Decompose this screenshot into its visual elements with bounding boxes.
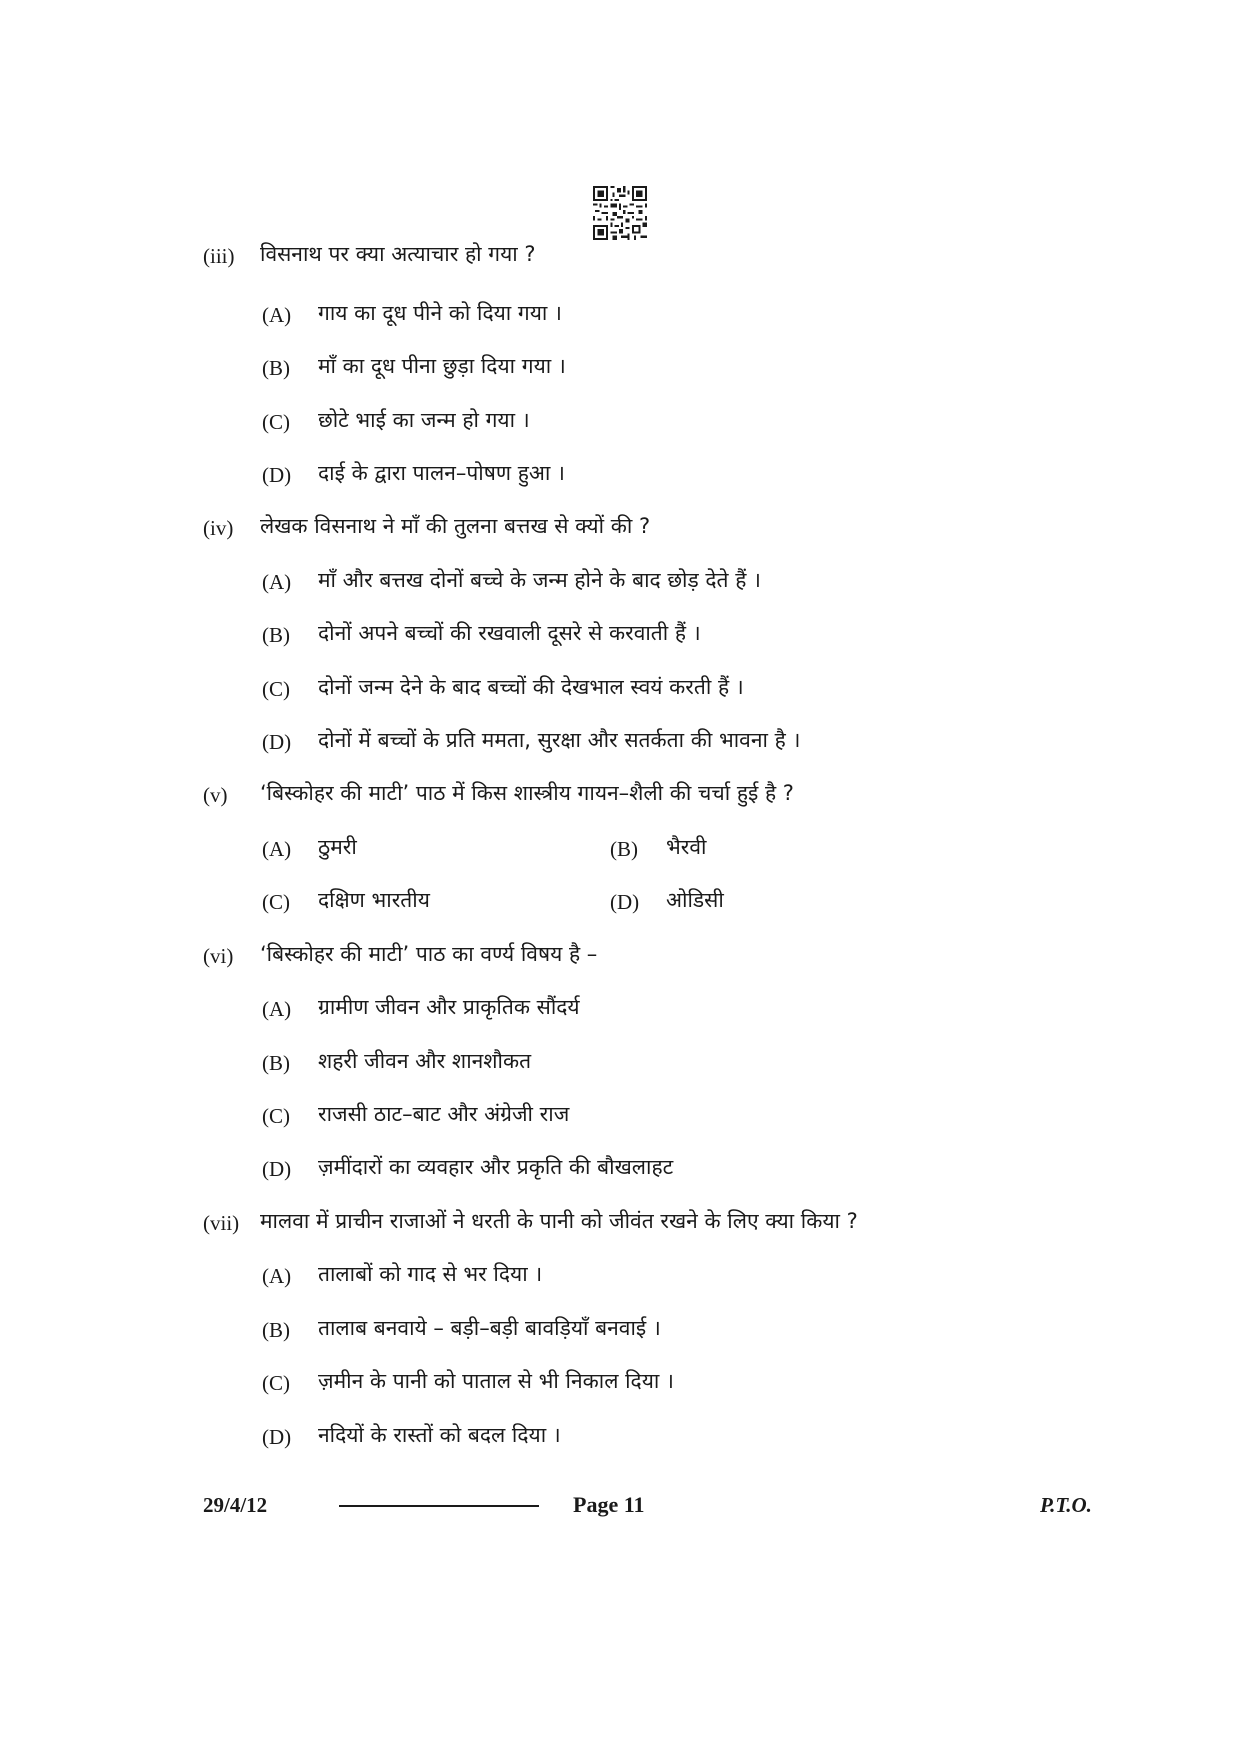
option-text: छोटे भाई का जन्म हो गया । <box>318 408 530 432</box>
question-number: (vi) <box>203 944 234 968</box>
please-turn-over: P.T.O. <box>1040 1493 1092 1517</box>
option-text: ओडिसी <box>666 888 724 912</box>
question-text: ‘बिस्कोहर की माटी’ पाठ में किस शास्त्रीय गायन–शैली की चर्चा हुई है ? <box>260 781 794 805</box>
question-number: (iii) <box>203 244 235 268</box>
option-text: ज़मींदारों का व्यवहार और प्रकृति की बौखलाहट <box>318 1155 674 1179</box>
question-text: लेखक विसनाथ ने माँ की तुलना बत्तख से क्यों की ? <box>260 514 651 538</box>
question-number: (iv) <box>203 516 234 540</box>
option-text: राजसी ठाट–बाट और अंग्रेजी राज <box>318 1102 570 1126</box>
page-number: Page 11 <box>573 1492 645 1517</box>
option-text: माँ का दूध पीना छुड़ा दिया गया । <box>318 354 566 378</box>
option-text: भैरवी <box>666 835 707 859</box>
question-text: ‘बिस्कोहर की माटी’ पाठ का वर्ण्य विषय है – <box>260 942 598 966</box>
option-text: दाई के द्वारा पालन–पोषण हुआ । <box>318 461 565 485</box>
option-label: (B) <box>262 1318 290 1342</box>
option-text: ग्रामीण जीवन और प्राकृतिक सौंदर्य <box>318 995 580 1019</box>
option-label: (A) <box>262 997 292 1021</box>
option-label: (C) <box>262 1104 290 1128</box>
option-label: (A) <box>262 303 292 327</box>
question-text: विसनाथ पर क्या अत्याचार हो गया ? <box>260 242 536 266</box>
option-label: (A) <box>262 1264 292 1288</box>
option-label: (B) <box>262 1051 290 1075</box>
option-label: (C) <box>262 1371 290 1395</box>
qr-code-icon <box>593 186 647 240</box>
option-text: तालाबों को गाद से भर दिया । <box>318 1262 543 1286</box>
option-text: ठुमरी <box>318 835 357 859</box>
option-label: (A) <box>262 837 292 861</box>
option-label: (D) <box>262 1157 292 1181</box>
option-text: ज़मीन के पानी को पाताल से भी निकाल दिया । <box>318 1369 674 1393</box>
option-label: (D) <box>262 463 292 487</box>
option-text: नदियों के रास्तों को बदल दिया । <box>318 1423 561 1447</box>
option-label: (B) <box>610 837 638 861</box>
option-text: गाय का दूध पीने को दिया गया । <box>318 301 563 325</box>
option-text: तालाब बनवाये – बड़ी–बड़ी बावड़ियाँ बनवाई । <box>318 1316 661 1340</box>
option-label: (C) <box>262 890 290 914</box>
question-number: (vii) <box>203 1211 240 1235</box>
option-label: (D) <box>262 730 292 754</box>
option-text: दोनों जन्म देने के बाद बच्चों की देखभाल स्वयं करती हैं । <box>318 675 744 699</box>
paper-code: 29/4/12 <box>203 1493 268 1517</box>
option-text: माँ और बत्तख दोनों बच्चे के जन्म होने के बाद छोड़ देते हैं । <box>318 568 761 592</box>
option-text: दोनों अपने बच्चों की रखवाली दूसरे से करवाती हैं । <box>318 621 701 645</box>
option-text: दोनों में बच्चों के प्रति ममता, सुरक्षा और सतर्कता की भावना है । <box>318 728 801 752</box>
option-label: (A) <box>262 570 292 594</box>
option-label: (B) <box>262 356 290 380</box>
option-label: (D) <box>262 1425 292 1449</box>
option-label: (C) <box>262 410 290 434</box>
option-label: (D) <box>610 890 640 914</box>
question-number: (v) <box>203 783 228 807</box>
option-text: दक्षिण भारतीय <box>318 888 430 912</box>
option-label: (B) <box>262 623 290 647</box>
option-label: (C) <box>262 677 290 701</box>
footer-divider <box>339 1505 539 1507</box>
option-text: शहरी जीवन और शानशौकत <box>318 1049 532 1073</box>
question-text: मालवा में प्राचीन राजाओं ने धरती के पानी को जीवंत रखने के लिए क्या किया ? <box>260 1209 858 1233</box>
